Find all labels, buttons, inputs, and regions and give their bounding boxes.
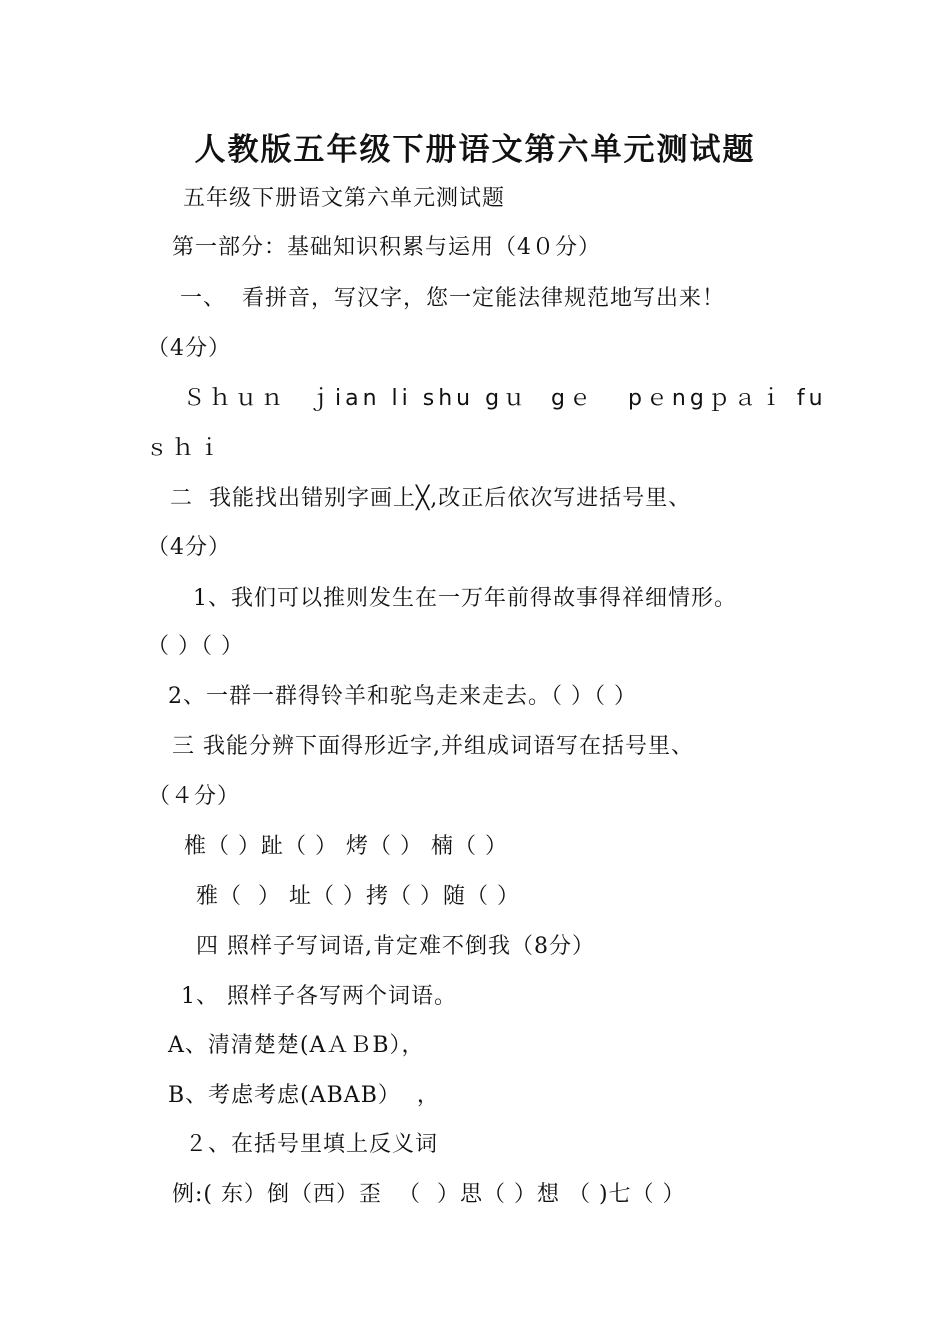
q4-heading: 四 照样子写词语,肯定难不倒我（8分） (196, 934, 595, 959)
q2-item1: 1、我们可以推则发生在一万年前得故事得祥细情形。 (193, 586, 737, 611)
q1-heading: 一、 看拼音，写汉字，您一定能法律规范地写出来！ (180, 286, 725, 311)
document-title: 人教版五年级下册语文第六单元测试题 (194, 132, 756, 168)
q3-row1: 椎（ ）趾（ ） 烤（ ） 楠（ ） (184, 834, 508, 859)
q2-score: （4分） (147, 535, 231, 560)
q2-heading: 二 我能找出错别字画上╳,改正后依次写进括号里、 (170, 486, 692, 511)
q2-item1-blanks: （ ）（ ） (147, 634, 244, 659)
q3-score: （４分） (148, 784, 241, 809)
document-subtitle: 五年级下册语文第六单元测试题 (183, 186, 506, 211)
q3-row2: 雅（ ） 址（ ）拷（ ）随（ ） (196, 884, 520, 909)
q4-item2: ２、在括号里填上反义词 (185, 1132, 439, 1157)
part1-heading: 第一部分：基础知识积累与运用（4０分） (172, 235, 601, 260)
q4-item1-b: B、考虑考虑(ABAB） ， (168, 1083, 440, 1108)
q1-score: （4分） (147, 336, 231, 361)
q4-item1: 1、 照样子各写两个词语。 (181, 984, 457, 1009)
q1-pinyin-line1: Ｓｈｕｎ ｊian li shu gｕ gｅ pｅngｐａｉ fu (183, 386, 827, 411)
q2-item2: 2、一群一群得铃羊和驼鸟走来走去。（ ）（ ） (168, 684, 637, 709)
q4-item2-example: 例:( 东）倒（西）歪 （ ）思（ ）想 （ )七（ ） (172, 1182, 686, 1207)
q4-item1-a: A、清清楚楚(AＡＢB）， (168, 1033, 425, 1058)
q3-heading: 三 我能分辨下面得形近字,并组成词语写在括号里、 (172, 734, 694, 759)
q1-pinyin-line2: ｓｈｉ (146, 436, 225, 461)
